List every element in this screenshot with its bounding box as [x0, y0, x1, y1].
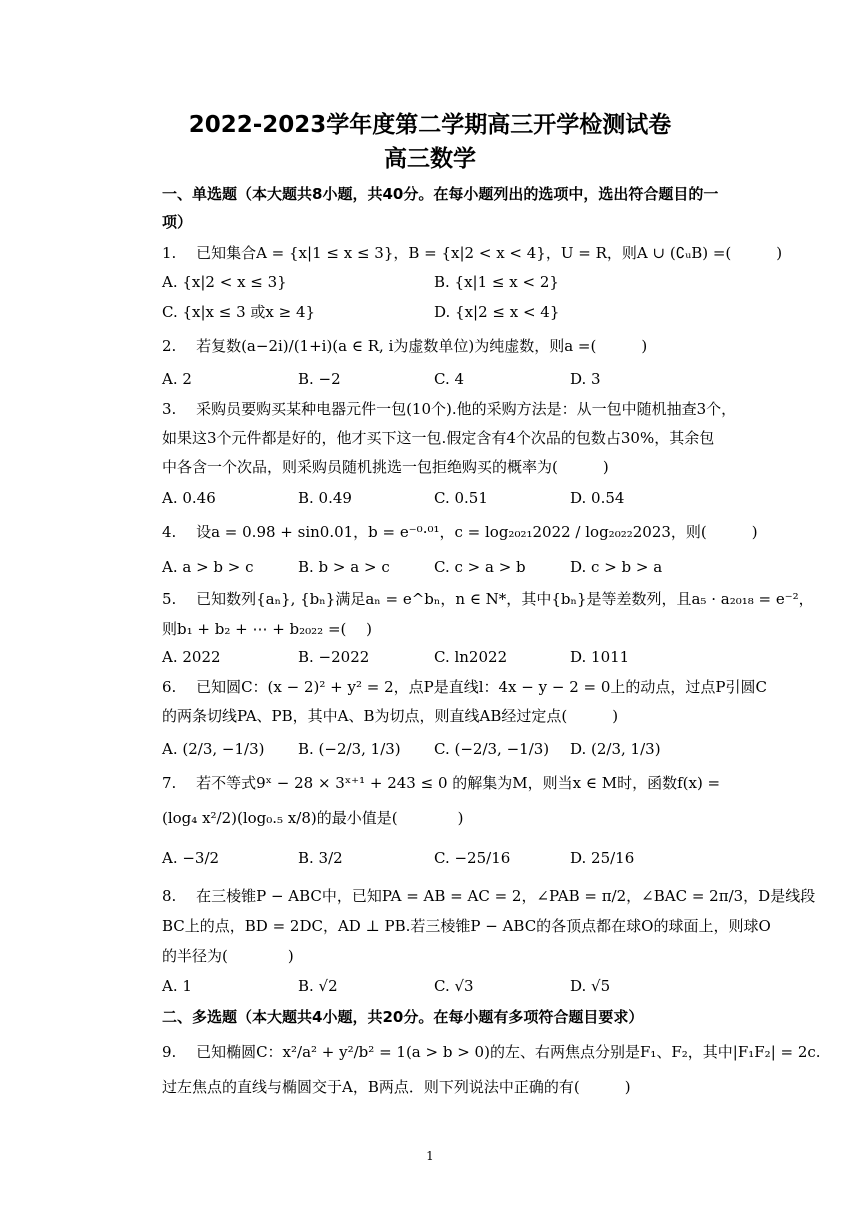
question-5-stem-line2: 则b₁ + b₂ + ⋯ + b₂₀₂₂ =( ): [162, 620, 373, 638]
question-8-option-c: C. √3: [434, 977, 474, 995]
section2-heading: 二、多选题（本大题共4小题，共20分。在每小题有多项符合题目要求）: [162, 1008, 644, 1026]
question-4-option-a: A. a > b > c: [162, 558, 254, 576]
question-6-stem-line1: 6. 已知圆C：(x − 2)² + y² = 2，点P是直线l：4x − y − 2 = 0上的动点，过点P引圆C: [162, 678, 767, 696]
question-8-option-d: D. √5: [570, 977, 611, 995]
question-5-option-d: D. 1011: [570, 648, 630, 666]
question-8-stem-line3: 的半径为( ): [162, 947, 294, 965]
question-2-stem: 2. 若复数(a−2i)/(1+i)(a ∈ R, i为虚数单位)为纯虚数，则a =( ): [162, 337, 648, 355]
question-3-option-d: D. 0.54: [570, 489, 625, 507]
question-7-stem-line1: 7. 若不等式9ˣ − 28 × 3ˣ⁺¹ + 243 ≤ 0 的解集为M，则当x ∈ M时，函数f(x) =: [162, 774, 721, 792]
question-4-option-b: B. b > a > c: [298, 558, 390, 576]
question-7-option-a: A. −3/2: [162, 849, 220, 867]
question-7-stem-line2: (log₄ x²/2)(log₀.₅ x/8)的最小值是( ): [162, 809, 464, 827]
question-5-option-a: A. 2022: [162, 648, 221, 666]
section1-heading-cont: 项）: [162, 213, 193, 231]
question-4-stem: 4. 设a = 0.98 + sin0.01，b = e⁻⁰·⁰¹，c = log₂₀₂₁2022 / log₂₀₂₂2023，则( ): [162, 523, 758, 541]
question-1-option-c: C. {x|x ≤ 3 或x ≥ 4}: [162, 303, 316, 321]
question-8-stem-line2: BC上的点，BD = 2DC，AD ⊥ PB.若三棱锥P − ABC的各顶点都在球O的球面上，则球O: [162, 917, 771, 935]
question-2-option-a: A. 2: [162, 370, 192, 388]
question-4-option-d: D. c > b > a: [570, 558, 663, 576]
exam-subtitle: 高三数学: [384, 146, 476, 172]
question-5-option-c: C. ln2022: [434, 648, 508, 666]
question-4-option-c: C. c > a > b: [434, 558, 526, 576]
exam-title: 2022-2023学年度第二学期高三开学检测试卷: [188, 112, 672, 138]
question-1-option-b: B. {x|1 ≤ x < 2}: [434, 273, 559, 291]
question-8-option-a: A. 1: [162, 977, 192, 995]
question-3-option-c: C. 0.51: [434, 489, 488, 507]
question-1-option-a: A. {x|2 < x ≤ 3}: [162, 273, 287, 291]
question-1-stem: 1. 已知集合A = {x|1 ≤ x ≤ 3}，B = {x|2 < x < 4}，U = R，则A ∪ (∁ᵤB) =( ): [162, 244, 783, 262]
question-5-option-b: B. −2022: [298, 648, 370, 666]
section1-heading: 一、单选题（本大题共8小题，共40分。在每小题列出的选项中，选出符合题目的一: [162, 185, 719, 203]
question-6-option-a: A. (2/3, −1/3): [162, 740, 265, 758]
question-5-stem-line1: 5. 已知数列{aₙ}, {bₙ}满足aₙ = e^bₙ，n ∈ N*，其中{bₙ}是等差数列，且a₅ · a₂₀₁₈ = e⁻²，: [162, 590, 814, 608]
question-3-stem-line1: 3. 采购员要购买某种电器元件一包(10个).他的采购方法是：从一包中随机抽查3个，: [162, 400, 737, 418]
question-9-stem-line1: 9. 已知椭圆C：x²/a² + y²/b² = 1(a > b > 0)的左、右两焦点分别是F₁、F₂，其中|F₁F₂| = 2c.: [162, 1043, 821, 1061]
question-3-option-a: A. 0.46: [162, 489, 216, 507]
question-3-stem-line2: 如果这3个元件都是好的，他才买下这一包.假定含有4个次品的包数占30%，其余包: [162, 429, 715, 447]
question-2-option-d: D. 3: [570, 370, 601, 388]
question-2-option-c: C. 4: [434, 370, 465, 388]
question-6-option-c: C. (−2/3, −1/3): [434, 740, 550, 758]
question-6-stem-line2: 的两条切线PA、PB，其中A、B为切点，则直线AB经过定点( ): [162, 707, 619, 725]
question-8-stem-line1: 8. 在三棱锥P − ABC中，已知PA = AB = AC = 2，∠PAB = π/2，∠BAC = 2π/3，D是线段: [162, 887, 816, 905]
question-6-option-d: D. (2/3, 1/3): [570, 740, 661, 758]
question-1-option-d: D. {x|2 ≤ x < 4}: [434, 303, 560, 321]
question-3-option-b: B. 0.49: [298, 489, 352, 507]
page-number: 1: [426, 1149, 434, 1163]
question-7-option-b: B. 3/2: [298, 849, 343, 867]
question-6-option-b: B. (−2/3, 1/3): [298, 740, 401, 758]
question-7-option-d: D. 25/16: [570, 849, 635, 867]
question-2-option-b: B. −2: [298, 370, 341, 388]
question-8-option-b: B. √2: [298, 977, 338, 995]
question-9-stem-line2: 过左焦点的直线与椭圆交于A，B两点．则下列说法中正确的有( ): [162, 1078, 631, 1096]
question-7-option-c: C. −25/16: [434, 849, 511, 867]
question-3-stem-line3: 中各含一个次品，则采购员随机挑选一包拒绝购买的概率为( ): [162, 458, 609, 476]
